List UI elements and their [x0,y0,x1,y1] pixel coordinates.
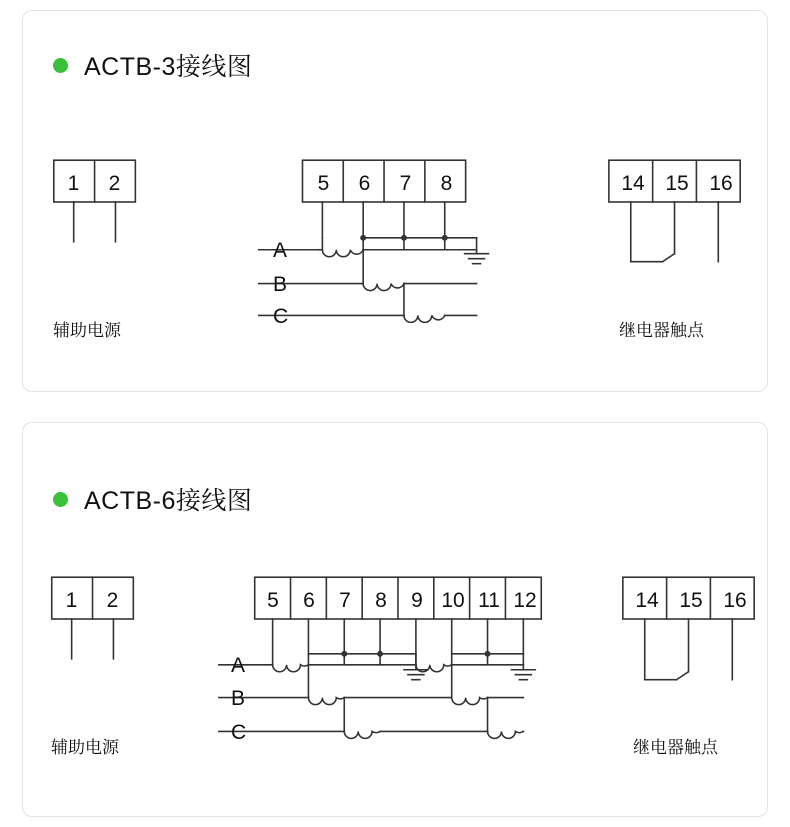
terminal-label: 16 [709,172,733,195]
terminal-label: 12 [513,589,537,612]
bullet-dot-icon [53,492,68,507]
caption-relay-contacts: 继电器触点 [633,738,718,757]
terminal-label: 15 [679,589,703,612]
panel-actb-3 [22,10,768,392]
caption-aux-power: 辅助电源 [51,738,119,757]
terminal-label: 11 [478,589,500,612]
panel-1-header [53,47,252,83]
terminal-label: 15 [665,172,689,195]
terminal-label: 1 [65,589,78,612]
terminal-label: 16 [723,589,747,612]
panel-actb-6 [22,422,768,817]
phase-label-c: C [273,305,289,328]
terminal-label: 5 [267,589,279,612]
phase-label-c: C [231,721,247,744]
terminal-label: 7 [339,589,351,612]
panel-2-title: ACTB-6接线图 [84,487,253,515]
phase-label-a: A [273,239,288,262]
terminal-label: 2 [106,589,119,612]
terminal-label: 5 [317,172,330,195]
caption-aux-power: 辅助电源 [53,321,121,340]
terminal-label: 14 [621,172,645,195]
terminal-label: 9 [411,589,423,612]
terminal-label: 8 [375,589,387,612]
terminal-label: 10 [441,589,465,612]
terminal-label: 6 [303,589,315,612]
panel-1-title: ACTB-3接线图 [84,53,253,81]
phase-label-a: A [231,654,246,677]
terminal-label: 6 [358,172,371,195]
terminal-label: 7 [399,172,412,195]
panel-2-header [53,481,252,517]
phase-label-b: B [231,687,246,710]
phase-label-b: B [273,273,288,296]
terminal-label: 1 [67,172,80,195]
terminal-label: 2 [108,172,121,195]
terminal-label: 8 [440,172,453,195]
terminal-label: 14 [635,589,659,612]
caption-relay-contacts: 继电器触点 [619,321,704,340]
bullet-dot-icon [53,58,68,73]
